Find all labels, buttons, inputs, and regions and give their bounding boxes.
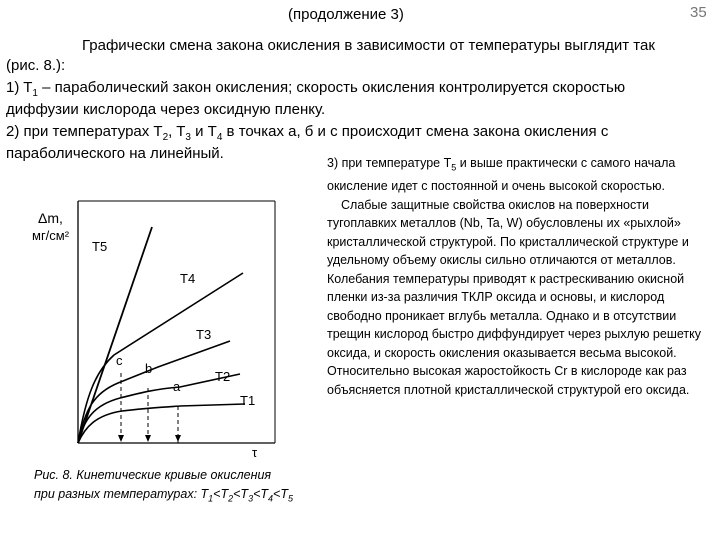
right-column (327, 154, 719, 399)
curve-t4 (78, 273, 243, 443)
item-1-subscript: 1 (32, 88, 38, 99)
label-t3: T3 (196, 327, 212, 342)
figure-caption (34, 466, 293, 509)
curve-t1 (78, 404, 245, 443)
point-label-a: a (173, 379, 181, 394)
item-1-prefix: 1) T (6, 79, 33, 96)
caption-sub-5: 5 (287, 493, 293, 504)
page-number: 35 (690, 4, 707, 21)
item-2-mid-1: , T (168, 123, 186, 140)
item-2-sub-3: 4 (216, 132, 223, 143)
x-axis-label: τ (252, 445, 258, 460)
page-header-title: (продолжение 3) (288, 6, 404, 23)
caption-line-1: Рис. 8. Кинетические кривые окисления (34, 468, 272, 482)
refractory-oxides-paragraph: Слабые защитные свойства окислов на поверхности тугоплавких металлов (Nb, Ta, W) обусловлены их «рыхлой» кристаллической структурой. По кристаллической структуре и удельному объему окислы сильно отличаются от металлов. Колебания температуры приводят к растрескиванию окисной пленки из-за различия ТКЛР оксида и основы, и кислород свободно проникает вглубь металла. Однако и в отсутствии трещин кислород быстро диффундирует через рыхлую решетку оксида, и скорость окисления оказывается весьма высокой. Относительно высокая жаростойкость Cr в кислороде как раз объясняется плотной кристаллической структурой его оксида. (327, 197, 701, 397)
caption-line-2 (34, 485, 293, 509)
label-t5: T5 (92, 239, 108, 254)
item-2-sub-2: 3 (185, 132, 191, 143)
arrow-c (118, 435, 124, 442)
item-1-text: – параболический закон окисления; скорость окисления контролируется скоростью (37, 79, 626, 96)
caption-lt-4: <T (273, 487, 288, 501)
caption-lt-1: <T (213, 487, 229, 501)
item-3-subscript: 5 (451, 162, 457, 173)
caption-sub-4: 4 (268, 493, 274, 504)
label-t4: T4 (180, 271, 196, 286)
curve-t3 (78, 341, 230, 443)
item-2-prefix: 2) при температурах T (6, 123, 163, 140)
item-1-line-1 (6, 79, 625, 99)
intro-line-2: (рис. 8.): (6, 57, 66, 74)
item-3-prefix: 3) при температуре T (327, 156, 452, 170)
item-3-text: и выше практически с самого начала окисление идет с постоянной и очень высокой скоростью. (327, 156, 676, 193)
y-axis-label-2: мг/см² (32, 228, 70, 243)
arrow-a (175, 435, 181, 442)
caption-sub-2: 2 (228, 493, 234, 504)
arrow-b (145, 435, 151, 442)
item-2-sub-1: 2 (162, 132, 169, 143)
item-3-paragraph (327, 154, 719, 196)
item-2-line-1 (6, 123, 608, 143)
caption-lt-3: <T (253, 487, 269, 501)
point-label-c: c (116, 353, 123, 368)
curve-t2 (78, 374, 240, 443)
oxidation-kinetics-figure (30, 195, 320, 465)
item-2-mid-2: и T (190, 123, 217, 140)
caption-sub-1: 1 (208, 493, 214, 504)
caption-lt-2: <T (233, 487, 249, 501)
y-axis-label-1: Δm, (38, 210, 63, 226)
label-t1: T1 (240, 393, 256, 408)
curve-t5 (78, 227, 152, 443)
label-t2: T2 (215, 369, 231, 384)
caption-prefix: при разных температурах: T (34, 487, 209, 501)
item-2-line-2: параболического на линейный. (6, 145, 224, 162)
caption-sub-3: 3 (248, 493, 254, 504)
point-label-b: b (145, 361, 153, 376)
intro-line-1: Графически смена закона окисления в зависимости от температуры выглядит так (82, 37, 655, 54)
item-1-line-2: диффузии кислорода через оксидную пленку. (6, 101, 326, 118)
item-2-text: в точках а, б и с происходит смена закона окисления с (222, 123, 609, 140)
